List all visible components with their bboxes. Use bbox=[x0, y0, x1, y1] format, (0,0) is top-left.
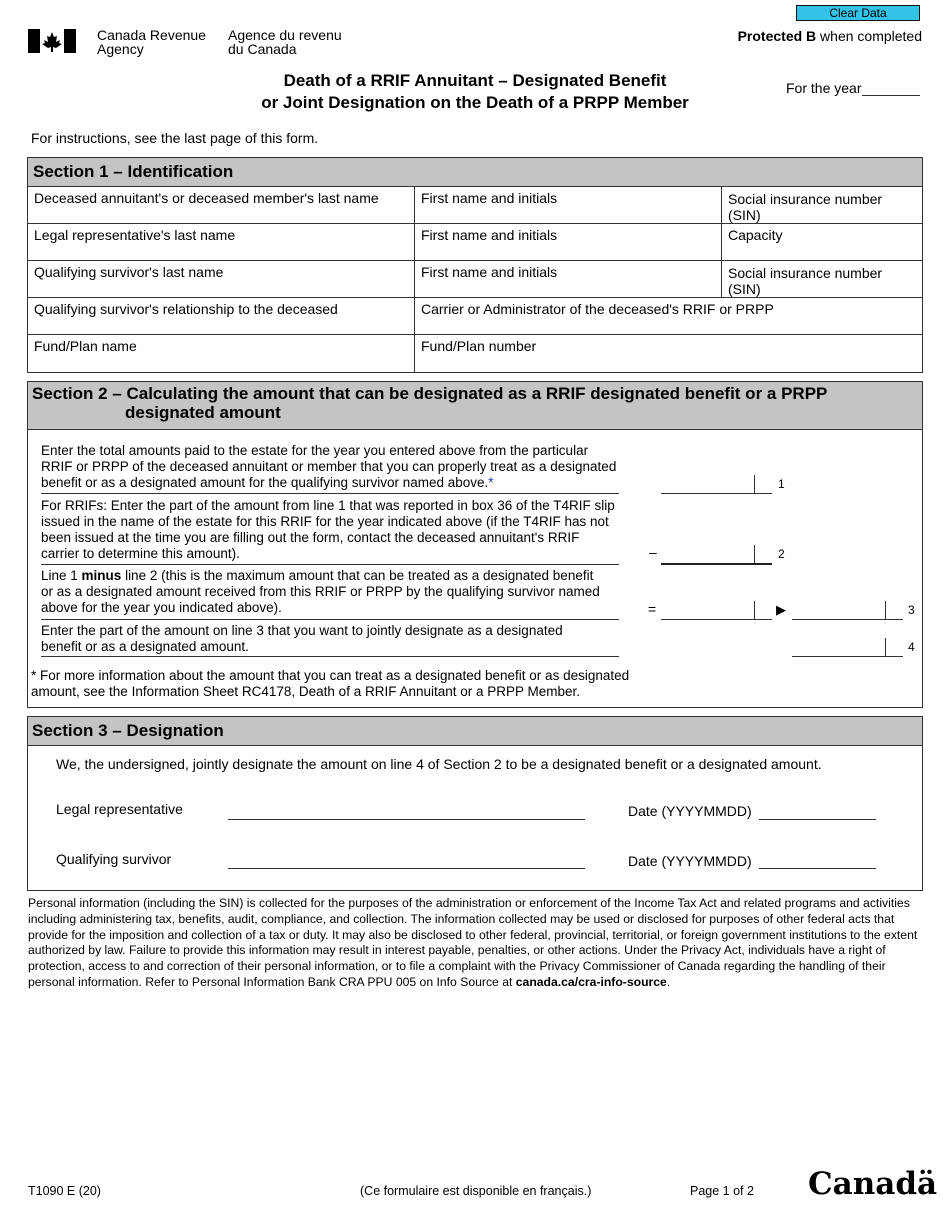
legal-rep-signature-field[interactable] bbox=[228, 819, 585, 820]
french-availability-note: (Ce formulaire est disponible en français.) bbox=[360, 1184, 592, 1198]
line4-divider bbox=[41, 656, 619, 657]
for-the-year-field[interactable] bbox=[862, 95, 920, 96]
survivor-last-name-field[interactable]: Qualifying survivor's last name bbox=[28, 261, 415, 298]
for-the-year-label: For the year bbox=[786, 80, 862, 96]
privacy-notice: Personal information (including the SIN) is collected for the purposes of the administration or enforcement of the Income Tax Act and related programs and activities including administering tax, benefits, audit, compliance, and collection. The information collected may be used or disclosed for purposes of other federal acts that provide for the imposition and collection of a tax or duty. It may also be disclosed to other federal, provincial, territorial, or foreign government institutions to the extent authorized by law. Failure to provide this information may result in interest payable, penalties, or other actions. Under the Privacy Act, individuals have a right of protection, access to and correction of their personal information, or to file a complaint with the Privacy Commissioner of Canada regarding the handling of their personal information. Refer to Personal Information Bank CRA PPU 005 on Info Source at canada.ca/cra-info-source. bbox=[28, 896, 918, 989]
designation-statement: We, the undersigned, jointly designate the amount on line 4 of Section 2 to be a designated benefit or a designated amount. bbox=[56, 756, 822, 772]
line3-divider bbox=[41, 619, 619, 620]
line4-cents-separator bbox=[885, 638, 886, 656]
canada-flag-icon bbox=[28, 29, 76, 56]
clear-data-button[interactable]: Clear Data bbox=[796, 5, 920, 21]
line3-cents-separator bbox=[885, 601, 886, 619]
survivor-sin-field[interactable]: Social insurance number (SIN) bbox=[722, 261, 922, 298]
line3-number: 3 bbox=[908, 603, 915, 617]
survivor-date-field[interactable] bbox=[759, 868, 876, 869]
line3-left-amount-field[interactable] bbox=[661, 619, 772, 620]
line4-number: 4 bbox=[908, 640, 915, 654]
line1-cents-separator bbox=[754, 475, 755, 493]
line2-description: For RRIFs: Enter the part of the amount from line 1 that was reported in box 36 of the T4RIF slip issued in the name of the estate for this RRIF for the year indicated above (if the T4RIF has not been issued at the time you are filling out the form, contact the deceased annuitant's RRIF carrier to determine this amount). bbox=[41, 498, 615, 561]
deceased-sin-field[interactable]: Social insurance number (SIN) bbox=[722, 187, 922, 224]
fund-plan-name-field[interactable]: Fund/Plan name bbox=[28, 335, 415, 372]
capacity-field[interactable]: Capacity bbox=[722, 224, 922, 261]
footnote: * For more information about the amount that you can treat as a designated benefit or as designated amount, see the Information Sheet RC4178, Death of a RRIF Annuitant or a PRPP Member. bbox=[31, 668, 630, 699]
section1-identification bbox=[27, 157, 923, 373]
line1-number: 1 bbox=[778, 477, 785, 491]
line4-amount-field[interactable] bbox=[792, 656, 903, 657]
line2-cents-separator bbox=[754, 545, 755, 563]
line1-divider bbox=[41, 493, 619, 494]
legal-rep-first-name-field[interactable]: First name and initials bbox=[415, 224, 722, 261]
line3-amount-field[interactable] bbox=[792, 619, 903, 620]
fund-plan-number-field[interactable]: Fund/Plan number bbox=[421, 338, 537, 354]
legal-rep-date-label: Date (YYYYMMDD) bbox=[628, 803, 752, 819]
carrier-administrator-field[interactable]: Carrier or Administrator of the deceased's RRIF or PRPP bbox=[415, 298, 922, 335]
survivor-label: Qualifying survivor bbox=[56, 851, 172, 867]
section2-heading: Section 2 – Calculating the amount that can be designated as a RRIF designated benefit or a PRPP designated amount bbox=[28, 382, 922, 430]
survivor-date-label: Date (YYYYMMDD) bbox=[628, 853, 752, 869]
minus-sign: – bbox=[649, 544, 657, 560]
survivor-first-name-field[interactable]: First name and initials bbox=[415, 261, 722, 298]
arrow-right-icon: ▶ bbox=[776, 602, 786, 617]
line2-amount-field[interactable] bbox=[661, 563, 772, 565]
legal-rep-last-name-field[interactable]: Legal representative's last name bbox=[28, 224, 415, 261]
instructions-note: For instructions, see the last page of this form. bbox=[31, 130, 319, 146]
survivor-signature-field[interactable] bbox=[228, 868, 585, 869]
canada-wordmark: Canadä bbox=[808, 1166, 938, 1202]
deceased-first-name-field[interactable]: First name and initials bbox=[415, 187, 722, 224]
info-source-link[interactable]: canada.ca/cra-info-source bbox=[515, 974, 667, 989]
legal-rep-date-field[interactable] bbox=[759, 819, 876, 820]
section1-heading: Section 1 – Identification bbox=[28, 158, 922, 187]
line1-description: Enter the total amounts paid to the estate for the year you entered above from the particular RRIF or PRPP of the deceased annuitant or member that you can properly treat as a designated benefit or as a designated amount for the qualifying survivor named above.* bbox=[41, 443, 617, 490]
legal-rep-label: Legal representative bbox=[56, 801, 183, 817]
survivor-relationship-field[interactable]: Qualifying survivor's relationship to the deceased bbox=[28, 298, 415, 335]
line2-divider bbox=[41, 564, 619, 565]
line2-number: 2 bbox=[778, 547, 785, 561]
line1-amount-field[interactable] bbox=[661, 493, 772, 494]
equals-sign: = bbox=[648, 601, 657, 617]
page-number: Page 1 of 2 bbox=[690, 1184, 754, 1198]
deceased-last-name-field[interactable]: Deceased annuitant's or deceased member's last name bbox=[28, 187, 415, 224]
line3-left-cents-separator bbox=[754, 601, 755, 619]
agency-name-fr: Agence du revenu du Canada bbox=[228, 27, 342, 57]
form-id: T1090 E (20) bbox=[28, 1184, 101, 1198]
agency-name-en: Canada Revenue Agency bbox=[97, 27, 206, 57]
protected-b-label: Protected B when completed bbox=[737, 28, 922, 44]
line3-description: Line 1 minus line 2 (this is the maximum amount that can be treated as a designated benefit or as a designated amount received from this RRIF or PRPP by the qualifying survivor named above for the year you indicated above). bbox=[41, 568, 600, 615]
section3-heading: Section 3 – Designation bbox=[28, 717, 922, 746]
form-title: Death of a RRIF Annuitant – Designated Benefit or Joint Designation on the Death of a PRPP Member bbox=[261, 71, 689, 112]
line4-description: Enter the part of the amount on line 3 that you want to jointly designate as a designated benefit or as a designated amount. bbox=[41, 623, 563, 654]
